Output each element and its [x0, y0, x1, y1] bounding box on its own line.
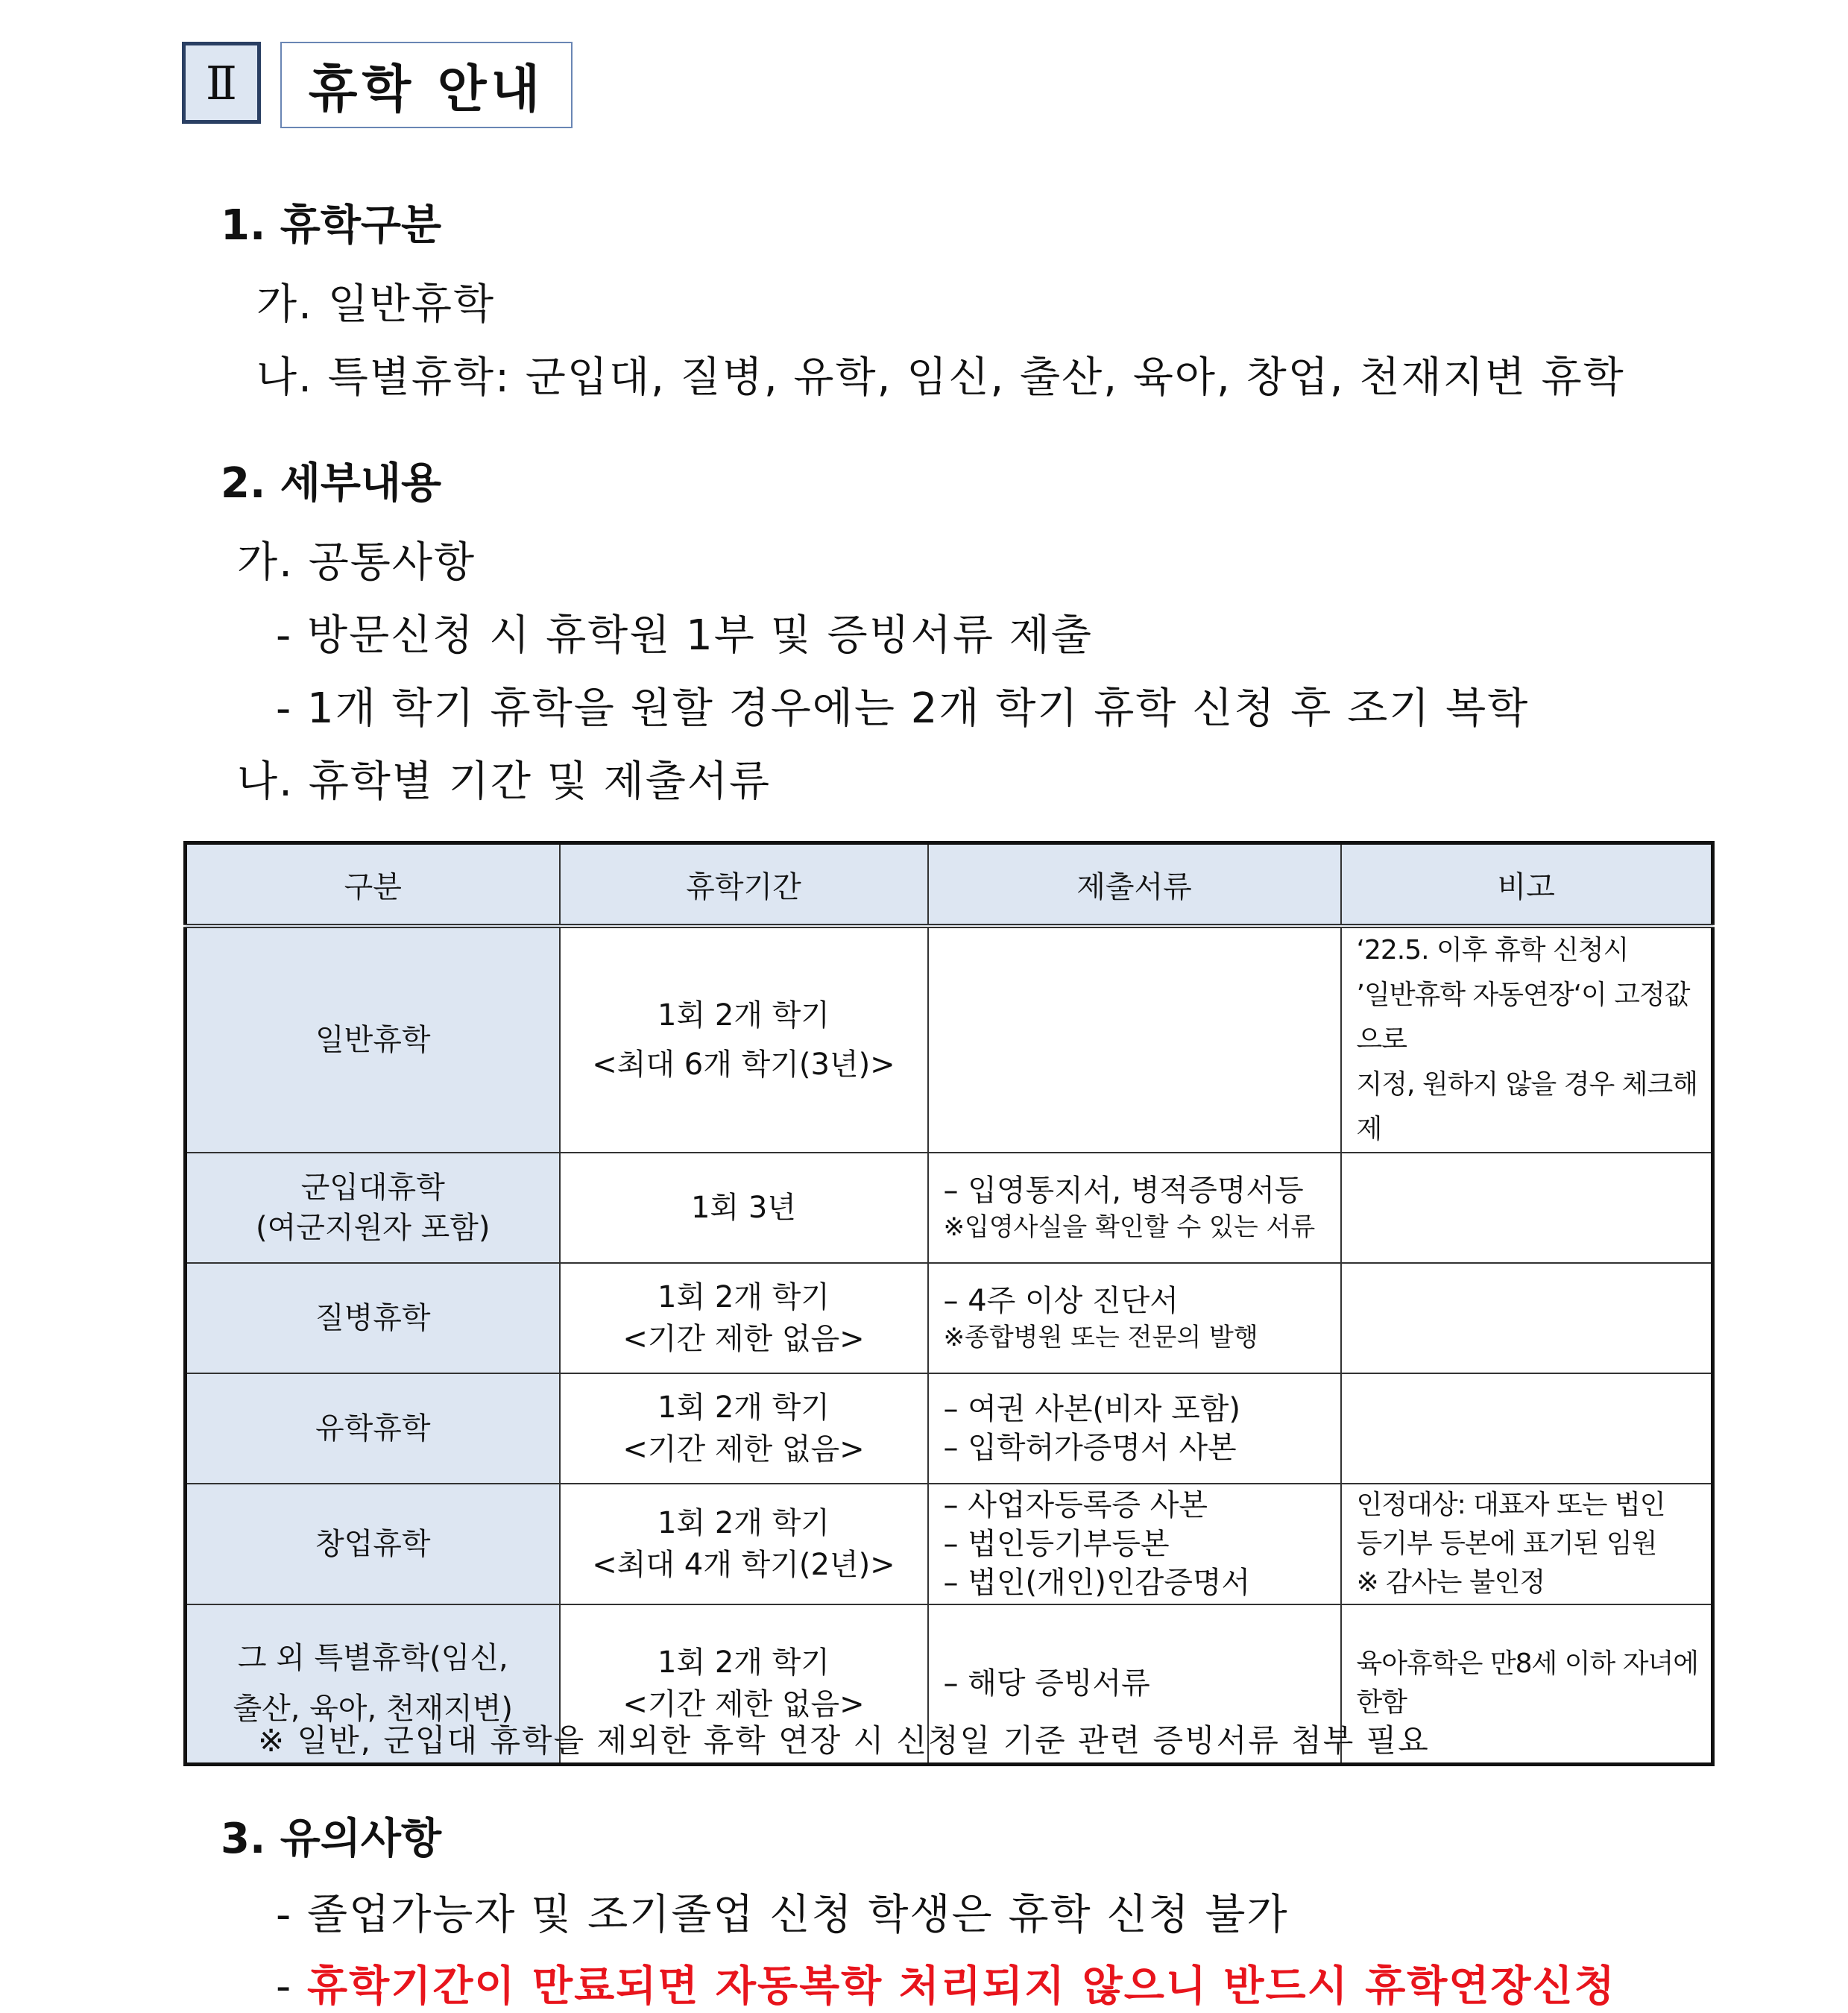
table-row: [186, 926, 1713, 1153]
heading-details: 2. 세부내용: [221, 459, 442, 508]
item-general-leave: 가. 일반휴학: [256, 280, 496, 329]
warning-text: 휴학기간이 만료되면 자동복학 처리되지 않으니 반드시 휴학연장신청: [307, 1962, 1616, 2011]
heading-cautions: 3. 유의사항: [221, 1815, 442, 1863]
item-special-leave: 나. 특별휴학: 군입대, 질병, 유학, 임신, 출산, 육아, 창업, 천재지변 휴학: [256, 353, 1625, 402]
col-header-remark: 비고: [1341, 843, 1713, 927]
table-header-row: [186, 843, 1713, 927]
leave-table: [183, 841, 1715, 1766]
row-docs: – 4주 이상 진단서 ※종합병원 또는 전문의 발행: [928, 1263, 1341, 1373]
row-period: 1회 3년: [560, 1153, 928, 1263]
item-visit-apply: - 방문신청 시 휴학원 1부 및 증빙서류 제출: [276, 611, 1093, 660]
row-category: 일반휴학: [186, 926, 560, 1153]
section-title: 휴학 안내: [308, 60, 545, 119]
row-period: 1회 2개 학기 <최대 4개 학기(2년)>: [560, 1484, 928, 1604]
heading-leave-types: 1. 휴학구분: [221, 201, 442, 250]
row-docs: [928, 926, 1341, 1153]
item-common-matters: 가. 공통사항: [237, 538, 476, 587]
col-header-category: 구분: [186, 843, 560, 927]
warning-dash: -: [276, 1962, 293, 2011]
row-docs: – 여권 사본(비자 포함) – 입학허가증명서 사본: [928, 1373, 1341, 1484]
row-docs: – 사업자등록증 사본 – 법인등기부등본 – 법인(개인)인감증명서: [928, 1484, 1341, 1604]
row-remark: ‘22.5. 이후 휴학 신청시 ’일반휴학 자동연장‘이 고정값으로 지정, 원하지 않을 경우 체크해제: [1341, 926, 1713, 1153]
row-period: 1회 2개 학기 <기간 제한 없음>: [560, 1604, 928, 1764]
table-row: [186, 1373, 1713, 1484]
row-category: 질병휴학: [186, 1263, 560, 1373]
row-remark: [1341, 1263, 1713, 1373]
row-remark: [1341, 1153, 1713, 1263]
table-row: [186, 1484, 1713, 1604]
section-title-box: [280, 42, 573, 128]
row-period: 1회 2개 학기 <기간 제한 없음>: [560, 1373, 928, 1484]
table-row: [186, 1153, 1713, 1263]
table-footnote: ※ 일반, 군입대 휴학을 제외한 휴학 연장 시 신청일 기준 관련 증빙서류 첨부 필요: [258, 1722, 1430, 1759]
row-remark: 인정대상: 대표자 또는 법인 등기부 등본에 표기된 임원 ※ 감사는 불인정: [1341, 1484, 1713, 1604]
row-category: 그 외 특별휴학(임신, 출산, 육아, 천재지변): [186, 1604, 560, 1764]
col-header-period: 휴학기간: [560, 843, 928, 927]
row-period: 1회 2개 학기 <최대 6개 학기(3년)>: [560, 926, 928, 1153]
row-remark: [1341, 1373, 1713, 1484]
row-period: 1회 2개 학기 <기간 제한 없음>: [560, 1263, 928, 1373]
section-number: Ⅱ: [205, 55, 238, 110]
table-row: [186, 1263, 1713, 1373]
row-category: 군입대휴학 (여군지원자 포함): [186, 1153, 560, 1263]
col-header-docs: 제출서류: [928, 843, 1341, 927]
row-docs: – 해당 증빙서류: [928, 1604, 1341, 1764]
row-docs: – 입영통지서, 병적증명서등 ※입영사실을 확인할 수 있는 서류: [928, 1153, 1341, 1263]
item-graduation-note: - 졸업가능자 및 조기졸업 신청 학생은 휴학 신청 불가: [276, 1891, 1289, 1939]
row-category: 창업휴학: [186, 1484, 560, 1604]
item-period-docs: 나. 휴학별 기간 및 제출서류: [237, 757, 772, 806]
section-number-box: [182, 42, 261, 124]
row-remark: 육아휴학은 만8세 이하 자녀에 한함: [1341, 1604, 1713, 1764]
row-category: 유학휴학: [186, 1373, 560, 1484]
item-warning: [276, 1953, 1616, 2013]
item-one-semester: - 1개 학기 휴학을 원할 경우에는 2개 학기 휴학 신청 후 조기 복학: [276, 684, 1530, 733]
